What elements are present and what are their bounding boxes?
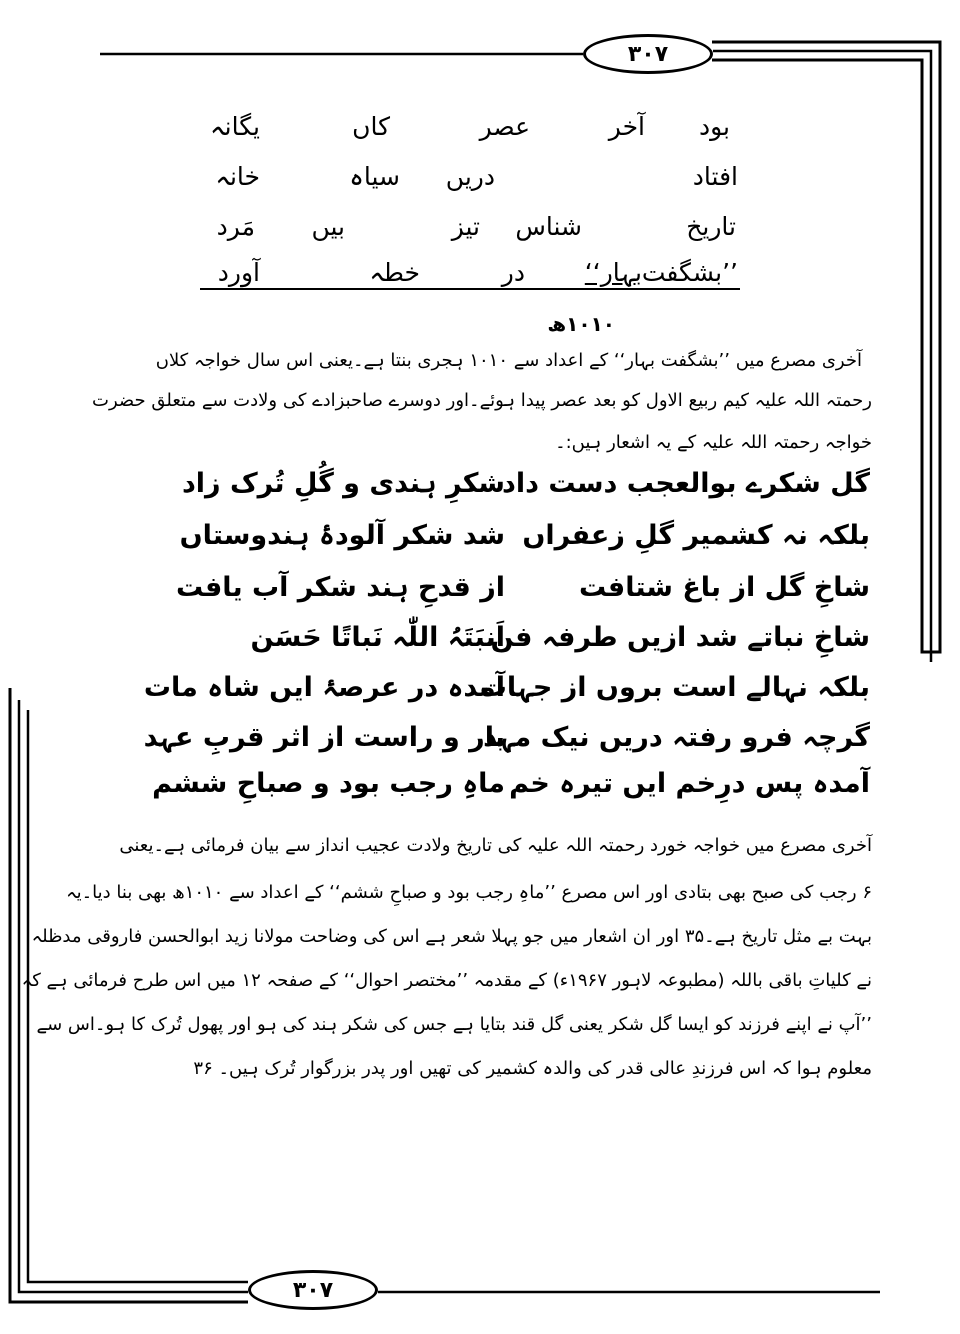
poem1-word: تیز [451,212,480,241]
paragraph2-line: آخری مصرع میں خواجہ خورد رحمتہ اللہ علیہ کی تاریخ ولادت عجیب انداز سے بیان فرمائی ہے۔یعنی [119,835,872,856]
poem1-word: عصر [479,112,530,141]
couplet-left: ماہِ رجب بود و صباحِ ششم [152,768,505,799]
poem1-word: یگانہ [210,112,260,141]
paragraph2-line: بہت بے مثل تاریخ ہے۔۳۵ اور ان اشعار میں جو پہلا شعر ہے اس کی وضاحت مولانا زید ابوالحسن فاروقی مدظلہ [31,926,872,947]
paragraph2-line: ’’آپ نے اپنے فرزند کو ایسا گل شکر یعنی گل قند بتایا ہے جس کی شکر ہند کی ہو اور پھول تُرک کا ہو۔اس سے [36,1014,872,1035]
poem1-word: بود [698,112,730,141]
paragraph1-line: آخری مصرع میں ’’بشگفت بہار‘‘ کے اعداد سے ۱۰۱۰ ہجری بنتا ہے۔یعنی اس سال خواجہ کلاں [155,350,862,371]
poem1-word: در [501,258,525,287]
year-label: ۱۰۱۰ھ [547,312,615,336]
couplet-left: شد شکر آلودۂ ہندوستاں [179,520,505,551]
poem1-word: سیاہ [349,162,400,191]
poem1-word: افتاد [692,162,738,191]
poem1-word: خانہ [215,162,260,191]
poem1-word: تاریخ [686,212,736,241]
couplet-left: شکرِ ہندی و گُلِ تُرک زاد [181,468,505,499]
couplet-right: گرچہ فرو رفتہ دریں نیک مہد [483,722,870,753]
paragraph1-line: رحمتہ اللہ علیہ کیم ربیع الاول کو بعد عصر پیدا ہوئے۔اور دوسرے صاحبزادے کی ولادت سے متعلق حضرت [92,390,872,411]
page-number-top: ۳۰۷ [583,34,713,74]
couplet-right: بلکہ نہ کشمیر گلِ زعفراں [522,520,870,551]
page-number-bottom: ۳۰۷ [248,1270,378,1310]
couplet-right: آمدہ پس درِخم ایں تیرہ خم [509,768,870,799]
poem1-word: آخر [608,112,645,141]
poem1-word: بیں [311,212,345,241]
couplet-left: اَنبَتَہُ اللّٰہ نَباتًا حَسَن [250,622,505,653]
poem1-word: بہار‘‘ [584,258,642,287]
poem1-word: دریں [445,162,495,191]
poem1-word: مَرد [216,212,255,241]
poem1-word: کاں [352,112,390,141]
poem1-word: شناس [515,212,582,241]
couplet-right: گل شکرے بوالعجب دست داد [502,468,870,499]
couplet-right: شاخِ نباتے شد ازیں طرفہ فن [490,622,870,653]
couplet-right: بلکہ نہالے است بروں از جہات [479,672,870,703]
couplet-left: آمدہ در عرصۂ ایں شاہ مات [143,672,505,703]
paragraph2-line: ۶ رجب کی صبح بھی بتادی اور اس مصرع ’’ماہِ رجب بود و صباحِ ششم‘‘ کے اعداد سے ۱۰۱۰ھ بھی بنا دیا۔یہ [66,882,872,903]
paragraph2-line: نے کلیاتِ باقی باللہ (مطبوعہ لاہور ۱۹۶۷ء) کے مقدمہ ’’مختصر احوال‘‘ کے صفحہ ۱۲ میں اس طرح فرمائی ہے کہ [21,970,872,991]
couplet-left: از قدحِ ہند شکر آب یافت [176,572,505,603]
poem1-rule [200,288,740,290]
couplet-right: شاخِ گل از باغ شتافت [578,572,870,603]
couplet-left: بار و راست از اثر قربِ عہد [143,722,505,753]
poem1-word: خطہ [369,258,420,287]
poem1-word: ’’بشگفت [641,258,738,287]
poem1-word: آورد [217,258,260,287]
paragraph2-line: معلوم ہوا کہ اس فرزندِ عالی قدر کی والدہ کشمیر کی تھیں اور پدر بزرگوار تُرک ہیں۔ ۳۶ [193,1058,872,1079]
paragraph1-line: خواجہ رحمتہ اللہ علیہ کے یہ اشعار ہیں:۔ [555,432,872,453]
